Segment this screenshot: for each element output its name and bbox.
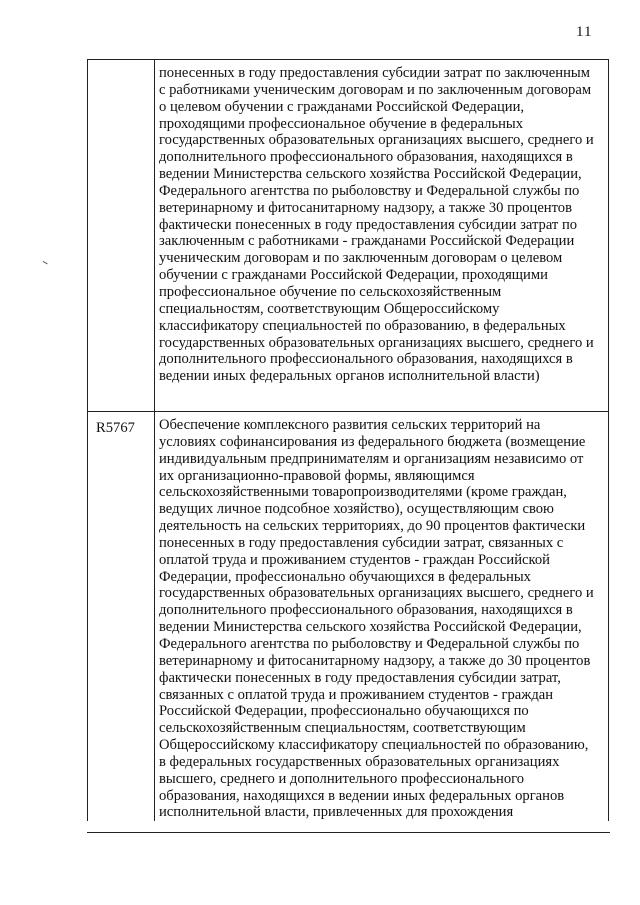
text-line: государственных образовательных организациях высшего, среднего и	[159, 334, 594, 351]
text-line: Федерального агентства по рыболовству и Федеральной службы по	[159, 182, 580, 199]
text-line: ведении Министерства сельского хозяйства Российской Федерации,	[159, 619, 582, 636]
text-line: высшего, среднего и дополнительного профессионального	[159, 770, 525, 787]
text-line: ветеринарному и фитосанитарному надзору, а также до 30 процентов	[159, 652, 591, 669]
text-line: понесенных в году предоставления субсидии затрат, связанных с	[159, 534, 564, 551]
text-line: ученическим договорам и по заключенным договорам о целевом	[159, 250, 563, 267]
text-line: индивидуальным предпринимателям и организациям независимо от	[159, 450, 584, 467]
code-cell-empty	[88, 60, 155, 412]
text-line: сельскохозяйственным специальностям, соответствующим	[159, 720, 526, 737]
text-line: проходящими профессиональное обучение в федеральных	[159, 115, 524, 132]
text-line: государственных образовательных организациях высшего, среднего и	[159, 132, 594, 149]
text-line: сельскохозяйственными товаропроизводителями (кроме граждан,	[159, 484, 567, 501]
text-line: дополнительного профессионального образования, находящихся в	[159, 602, 573, 619]
description-cell	[155, 60, 609, 412]
text-line: государственных образовательных организациях высшего, среднего и	[159, 585, 594, 602]
text-line: профессиональное обучение по сельскохозяйственным	[159, 283, 502, 300]
text-line: Обеспечение комплексного развития сельских территорий на	[159, 417, 541, 433]
text-line: обучении с гражданами Российской Федерации, проходящими	[159, 267, 548, 284]
text-line: заключенным с работниками - гражданами Российской Федерации	[159, 233, 575, 250]
text-line: ведении Министерства сельского хозяйства Российской Федерации,	[159, 166, 582, 183]
text-line: Федерации, профессионально обучающихся в федеральных	[159, 568, 531, 585]
text-line: Общероссийскому классификатору специальностей по образованию,	[159, 737, 589, 754]
table-bottom-border	[87, 832, 610, 833]
text-line: деятельность на сельских территориях, до 90 процентов фактически	[159, 518, 586, 535]
text-line: их организационно-правовой формы, являющимся	[159, 467, 475, 484]
description-cell	[155, 412, 609, 822]
text-line: связанных с оплатой труда и проживанием студентов - граждан	[159, 686, 554, 703]
document-table	[87, 59, 609, 821]
text-line: дополнительного профессионального образования, находящихся в	[159, 351, 573, 368]
text-line: оплатой труда и проживанием студентов - граждан Российской	[159, 551, 550, 568]
text-line: фактически понесенных в году предоставления субсидии затрат,	[159, 669, 561, 686]
text-line: фактически понесенных в году предоставления субсидии затрат по	[159, 216, 578, 233]
text-line: условиях софинансирования из федерального бюджета (возмещение	[159, 433, 586, 450]
text-line: ветеринарному и фитосанитарному надзору, а также 30 процентов	[159, 199, 572, 216]
text-line: образования, находящихся в ведении иных федеральных органов	[159, 787, 565, 804]
text-line: Федерального агентства по рыболовству и Федеральной службы по	[159, 635, 580, 652]
text-line: классификатору специальностей по образованию, в федеральных	[159, 317, 566, 334]
text-line: с работниками ученическим договорам и по заключенным договорам	[159, 81, 592, 98]
text-line: о целевом обучении с гражданами Российской Федерации,	[159, 98, 525, 115]
text-line: ведущих личное подсобное хозяйство), осуществляющим свою	[159, 501, 554, 518]
text-line: в федеральных государственных образовательных организациях	[159, 753, 560, 770]
table-row-r5767	[88, 412, 609, 822]
text-line: ведении иных федеральных органов исполнительной власти)	[159, 368, 540, 385]
scan-artifact-mark	[41, 261, 47, 267]
code-cell: R5767	[88, 412, 155, 822]
text-line: специальностям, соответствующим Общероссийскому	[159, 300, 500, 317]
text-line: исполнительной власти, привлеченных для прохождения	[159, 804, 514, 821]
page-number: 11	[576, 24, 593, 40]
table-row-continuation	[88, 60, 609, 412]
text-line: Российской Федерации, профессионально обучающихся по	[159, 703, 529, 720]
text-line: понесенных в году предоставления субсидии затрат по заключенным	[159, 65, 590, 81]
text-line: дополнительного профессионального образования, находящихся в	[159, 149, 573, 166]
